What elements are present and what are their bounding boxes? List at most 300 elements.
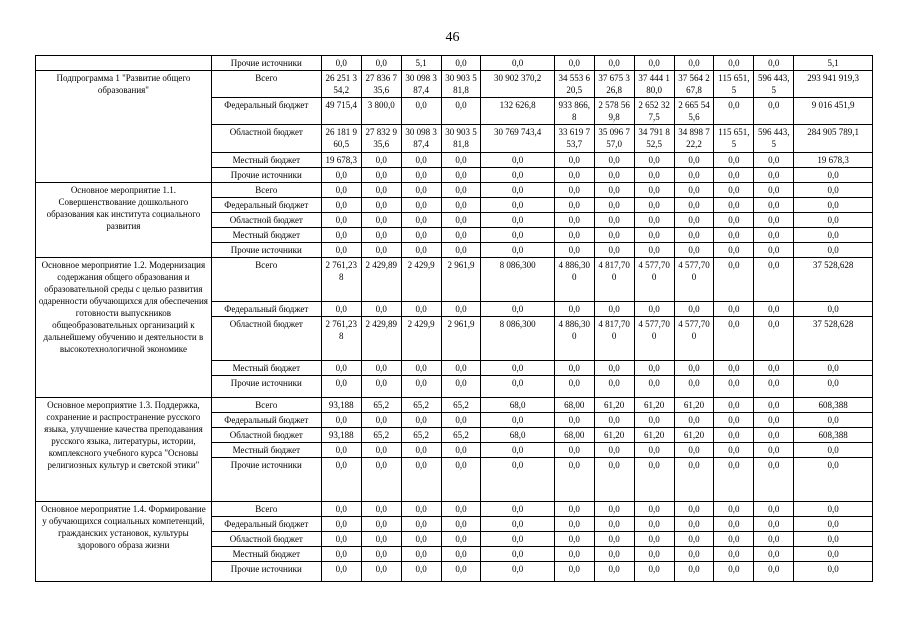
- value-cell: 0,0: [361, 228, 401, 243]
- value-cell: 0,0: [441, 562, 481, 582]
- value-cell: 0,0: [361, 502, 401, 517]
- value-cell: 0,0: [634, 458, 674, 502]
- value-cell: 0,0: [714, 258, 754, 302]
- value-cell: 0,0: [441, 183, 481, 198]
- value-cell: 68,0: [481, 398, 554, 413]
- value-cell: 0,0: [634, 302, 674, 317]
- value-cell: 0,0: [674, 413, 714, 428]
- value-cell: 30 903 581,8: [441, 71, 481, 98]
- value-cell: 8 086,300: [481, 317, 554, 361]
- value-cell: 26 251 354,2: [321, 71, 361, 98]
- value-cell: 0,0: [481, 302, 554, 317]
- value-cell: 68,00: [554, 398, 594, 413]
- value-cell: 596 443,5: [754, 125, 794, 153]
- value-cell: 61,20: [594, 428, 634, 443]
- value-cell: 0,0: [674, 502, 714, 517]
- value-cell: 0,0: [754, 502, 794, 517]
- value-cell: 61,20: [634, 428, 674, 443]
- funding-source-cell: Прочие источники: [211, 562, 321, 582]
- value-cell: 4 577,700: [634, 258, 674, 302]
- value-cell: 0,0: [401, 228, 441, 243]
- value-cell: 0,0: [794, 228, 873, 243]
- value-cell: 65,2: [441, 428, 481, 443]
- budget-table: [35, 55, 873, 582]
- value-cell: 0,0: [481, 213, 554, 228]
- funding-source-cell: Всего: [211, 258, 321, 302]
- value-cell: 0,0: [674, 562, 714, 582]
- value-cell: 8 086,300: [481, 258, 554, 302]
- value-cell: 0,0: [554, 547, 594, 562]
- value-cell: 0,0: [754, 56, 794, 71]
- value-cell: 0,0: [481, 56, 554, 71]
- table-row: [36, 183, 873, 198]
- value-cell: 30 769 743,4: [481, 125, 554, 153]
- value-cell: 0,0: [321, 302, 361, 317]
- value-cell: 0,0: [441, 98, 481, 125]
- value-cell: 0,0: [634, 547, 674, 562]
- value-cell: 2 429,9: [401, 317, 441, 361]
- value-cell: 284 905 789,1: [794, 125, 873, 153]
- value-cell: 0,0: [634, 443, 674, 458]
- value-cell: 0,0: [674, 168, 714, 183]
- value-cell: 0,0: [554, 56, 594, 71]
- value-cell: 0,0: [441, 458, 481, 502]
- value-cell: 0,0: [674, 153, 714, 168]
- value-cell: 0,0: [754, 213, 794, 228]
- value-cell: 0,0: [634, 213, 674, 228]
- value-cell: 0,0: [634, 376, 674, 398]
- value-cell: 0,0: [401, 183, 441, 198]
- value-cell: 0,0: [794, 168, 873, 183]
- value-cell: 0,0: [441, 168, 481, 183]
- value-cell: 2 652 327,5: [634, 98, 674, 125]
- value-cell: 4 886,300: [554, 258, 594, 302]
- value-cell: 0,0: [754, 183, 794, 198]
- value-cell: 0,0: [554, 243, 594, 258]
- value-cell: 0,0: [441, 56, 481, 71]
- program-name-cell: [36, 56, 212, 71]
- value-cell: 0,0: [594, 198, 634, 213]
- value-cell: 34 553 620,5: [554, 71, 594, 98]
- value-cell: 0,0: [321, 532, 361, 547]
- value-cell: 9 016 451,9: [794, 98, 873, 125]
- value-cell: 132 626,8: [481, 98, 554, 125]
- value-cell: 0,0: [321, 361, 361, 376]
- value-cell: 0,0: [754, 317, 794, 361]
- value-cell: 0,0: [634, 153, 674, 168]
- value-cell: 0,0: [361, 376, 401, 398]
- value-cell: 0,0: [714, 376, 754, 398]
- value-cell: 0,0: [754, 398, 794, 413]
- value-cell: 2 961,9: [441, 258, 481, 302]
- value-cell: 608,388: [794, 428, 873, 443]
- value-cell: 933 866,8: [554, 98, 594, 125]
- value-cell: 2 961,9: [441, 317, 481, 361]
- value-cell: 0,0: [481, 228, 554, 243]
- value-cell: 0,0: [321, 183, 361, 198]
- value-cell: 2 665 545,6: [674, 98, 714, 125]
- value-cell: 93,188: [321, 428, 361, 443]
- funding-source-cell: Прочие источники: [211, 243, 321, 258]
- value-cell: 0,0: [594, 502, 634, 517]
- value-cell: 37 528,628: [794, 317, 873, 361]
- value-cell: 0,0: [401, 376, 441, 398]
- value-cell: 0,0: [321, 228, 361, 243]
- value-cell: 0,0: [441, 361, 481, 376]
- value-cell: 0,0: [361, 56, 401, 71]
- value-cell: 0,0: [754, 198, 794, 213]
- funding-source-cell: Прочие источники: [211, 458, 321, 502]
- value-cell: 65,2: [361, 398, 401, 413]
- value-cell: 0,0: [634, 228, 674, 243]
- value-cell: 0,0: [401, 502, 441, 517]
- value-cell: 2 429,9: [401, 258, 441, 302]
- value-cell: 0,0: [401, 213, 441, 228]
- value-cell: 0,0: [554, 376, 594, 398]
- value-cell: 0,0: [794, 532, 873, 547]
- value-cell: 0,0: [321, 243, 361, 258]
- value-cell: 0,0: [794, 213, 873, 228]
- value-cell: 0,0: [554, 458, 594, 502]
- value-cell: 2 761,238: [321, 258, 361, 302]
- funding-source-cell: Федеральный бюджет: [211, 98, 321, 125]
- value-cell: 0,0: [674, 376, 714, 398]
- value-cell: 27 832 935,6: [361, 125, 401, 153]
- value-cell: 0,0: [594, 153, 634, 168]
- value-cell: 0,0: [554, 517, 594, 532]
- value-cell: 0,0: [361, 413, 401, 428]
- value-cell: 0,0: [714, 413, 754, 428]
- value-cell: 0,0: [714, 361, 754, 376]
- value-cell: 5,1: [401, 56, 441, 71]
- value-cell: 0,0: [714, 547, 754, 562]
- value-cell: 0,0: [714, 228, 754, 243]
- value-cell: 0,0: [794, 502, 873, 517]
- value-cell: 4 817,700: [594, 258, 634, 302]
- value-cell: 0,0: [361, 517, 401, 532]
- value-cell: 0,0: [714, 98, 754, 125]
- value-cell: 115 651,5: [714, 125, 754, 153]
- value-cell: 0,0: [674, 183, 714, 198]
- value-cell: 0,0: [361, 458, 401, 502]
- value-cell: 0,0: [481, 183, 554, 198]
- value-cell: 0,0: [321, 502, 361, 517]
- value-cell: 0,0: [481, 153, 554, 168]
- value-cell: 0,0: [674, 198, 714, 213]
- value-cell: 0,0: [634, 243, 674, 258]
- value-cell: 0,0: [594, 302, 634, 317]
- value-cell: 0,0: [554, 168, 594, 183]
- table-row: [36, 56, 873, 71]
- value-cell: 0,0: [714, 317, 754, 361]
- value-cell: 0,0: [401, 302, 441, 317]
- value-cell: 0,0: [554, 532, 594, 547]
- value-cell: 0,0: [481, 517, 554, 532]
- value-cell: 0,0: [441, 213, 481, 228]
- value-cell: 4 817,700: [594, 317, 634, 361]
- value-cell: 0,0: [674, 302, 714, 317]
- value-cell: 0,0: [441, 243, 481, 258]
- value-cell: 0,0: [714, 532, 754, 547]
- value-cell: 0,0: [714, 243, 754, 258]
- page-number: 46: [445, 30, 460, 45]
- value-cell: 0,0: [441, 502, 481, 517]
- value-cell: 0,0: [754, 243, 794, 258]
- value-cell: 0,0: [754, 562, 794, 582]
- funding-source-cell: Областной бюджет: [211, 213, 321, 228]
- value-cell: 0,0: [321, 413, 361, 428]
- table-row: [36, 71, 873, 98]
- value-cell: 0,0: [674, 228, 714, 243]
- value-cell: 0,0: [634, 413, 674, 428]
- value-cell: 0,0: [481, 562, 554, 582]
- funding-source-cell: Федеральный бюджет: [211, 517, 321, 532]
- funding-source-cell: Местный бюджет: [211, 361, 321, 376]
- value-cell: 0,0: [441, 153, 481, 168]
- value-cell: 0,0: [481, 243, 554, 258]
- value-cell: 0,0: [481, 413, 554, 428]
- value-cell: 0,0: [361, 243, 401, 258]
- value-cell: 26 181 960,5: [321, 125, 361, 153]
- value-cell: 68,00: [554, 428, 594, 443]
- value-cell: 0,0: [794, 198, 873, 213]
- value-cell: 0,0: [554, 228, 594, 243]
- value-cell: 0,0: [321, 547, 361, 562]
- value-cell: 0,0: [401, 458, 441, 502]
- program-name-cell: Основное мероприятие 1.2. Модернизация содержания общего образования и образовательной среды с целью развития одаренности обучающихся для обеспечения готовности выпускников общеобразовательных организаций к дальнейшему обучению и деятельности в высокотехнологичной экономике: [36, 258, 212, 398]
- value-cell: 0,0: [714, 458, 754, 502]
- value-cell: 0,0: [634, 168, 674, 183]
- value-cell: 61,20: [594, 398, 634, 413]
- value-cell: 0,0: [594, 183, 634, 198]
- value-cell: 0,0: [794, 547, 873, 562]
- value-cell: 0,0: [714, 56, 754, 71]
- value-cell: 0,0: [794, 517, 873, 532]
- value-cell: 0,0: [714, 562, 754, 582]
- value-cell: 0,0: [714, 398, 754, 413]
- value-cell: 0,0: [594, 376, 634, 398]
- program-name-cell: Подпрограмма 1 "Развитие общего образования": [36, 71, 212, 183]
- value-cell: 0,0: [714, 198, 754, 213]
- value-cell: 0,0: [754, 376, 794, 398]
- value-cell: 0,0: [594, 443, 634, 458]
- value-cell: 0,0: [554, 502, 594, 517]
- value-cell: 37 528,628: [794, 258, 873, 302]
- value-cell: 115 651,5: [714, 71, 754, 98]
- value-cell: 4 577,700: [674, 258, 714, 302]
- value-cell: 0,0: [361, 198, 401, 213]
- funding-source-cell: Федеральный бюджет: [211, 413, 321, 428]
- value-cell: 0,0: [674, 56, 714, 71]
- funding-source-cell: Местный бюджет: [211, 228, 321, 243]
- value-cell: 0,0: [674, 532, 714, 547]
- value-cell: 0,0: [554, 213, 594, 228]
- value-cell: 0,0: [634, 361, 674, 376]
- value-cell: 0,0: [361, 361, 401, 376]
- value-cell: 0,0: [481, 502, 554, 517]
- value-cell: 0,0: [401, 168, 441, 183]
- value-cell: 0,0: [481, 547, 554, 562]
- funding-source-cell: Местный бюджет: [211, 153, 321, 168]
- program-name-cell: Основное мероприятие 1.3. Поддержка, сохранение и распространение русского языка, улучшение качества преподавания русского языка, литературы, истории, комплексного учебного курса "Основы религиозных культур и светской этики": [36, 398, 212, 502]
- value-cell: 0,0: [594, 562, 634, 582]
- value-cell: 30 098 387,4: [401, 71, 441, 98]
- value-cell: 33 619 753,7: [554, 125, 594, 153]
- value-cell: 0,0: [401, 547, 441, 562]
- value-cell: 0,0: [594, 361, 634, 376]
- value-cell: 30 902 370,2: [481, 71, 554, 98]
- value-cell: 0,0: [794, 243, 873, 258]
- value-cell: 0,0: [481, 532, 554, 547]
- value-cell: 0,0: [401, 153, 441, 168]
- value-cell: 4 577,700: [634, 317, 674, 361]
- value-cell: 0,0: [754, 547, 794, 562]
- value-cell: 293 941 919,3: [794, 71, 873, 98]
- value-cell: 0,0: [674, 243, 714, 258]
- value-cell: 0,0: [441, 228, 481, 243]
- value-cell: 0,0: [794, 302, 873, 317]
- value-cell: 61,20: [674, 398, 714, 413]
- value-cell: 3 800,0: [361, 98, 401, 125]
- funding-source-cell: Прочие источники: [211, 56, 321, 71]
- value-cell: 0,0: [401, 443, 441, 458]
- funding-source-cell: Всего: [211, 71, 321, 98]
- value-cell: 0,0: [754, 302, 794, 317]
- value-cell: 0,0: [481, 443, 554, 458]
- value-cell: 596 443,5: [754, 71, 794, 98]
- value-cell: 4 886,300: [554, 317, 594, 361]
- value-cell: 0,0: [594, 458, 634, 502]
- value-cell: 0,0: [594, 213, 634, 228]
- value-cell: 0,0: [361, 183, 401, 198]
- value-cell: 0,0: [594, 228, 634, 243]
- value-cell: 0,0: [481, 458, 554, 502]
- value-cell: 0,0: [634, 56, 674, 71]
- value-cell: 0,0: [594, 532, 634, 547]
- value-cell: 30 098 387,4: [401, 125, 441, 153]
- value-cell: 0,0: [634, 517, 674, 532]
- value-cell: 0,0: [714, 502, 754, 517]
- program-name-cell: Основное мероприятие 1.1. Совершенствование дошкольного образования как института социального развития: [36, 183, 212, 258]
- value-cell: 27 836 735,6: [361, 71, 401, 98]
- value-cell: 0,0: [754, 168, 794, 183]
- funding-source-cell: Прочие источники: [211, 376, 321, 398]
- value-cell: 0,0: [794, 562, 873, 582]
- value-cell: 0,0: [754, 228, 794, 243]
- value-cell: 0,0: [754, 443, 794, 458]
- value-cell: 0,0: [794, 183, 873, 198]
- value-cell: 0,0: [361, 547, 401, 562]
- value-cell: 0,0: [441, 517, 481, 532]
- table-row: [36, 258, 873, 302]
- value-cell: 0,0: [321, 168, 361, 183]
- value-cell: 0,0: [321, 458, 361, 502]
- value-cell: 0,0: [594, 413, 634, 428]
- value-cell: 0,0: [554, 562, 594, 582]
- value-cell: 0,0: [401, 532, 441, 547]
- value-cell: 0,0: [594, 517, 634, 532]
- value-cell: 0,0: [321, 198, 361, 213]
- funding-source-cell: Федеральный бюджет: [211, 302, 321, 317]
- value-cell: 4 577,700: [674, 317, 714, 361]
- value-cell: 0,0: [481, 168, 554, 183]
- value-cell: 0,0: [441, 413, 481, 428]
- value-cell: 0,0: [714, 168, 754, 183]
- funding-source-cell: Всего: [211, 502, 321, 517]
- value-cell: 0,0: [594, 243, 634, 258]
- value-cell: 65,2: [361, 428, 401, 443]
- value-cell: 37 675 326,8: [594, 71, 634, 98]
- value-cell: 68,0: [481, 428, 554, 443]
- value-cell: 0,0: [674, 458, 714, 502]
- value-cell: 0,0: [441, 547, 481, 562]
- value-cell: 0,0: [754, 428, 794, 443]
- value-cell: 0,0: [401, 517, 441, 532]
- budget-table-body: [36, 56, 873, 582]
- value-cell: 61,20: [634, 398, 674, 413]
- table-row: [36, 398, 873, 413]
- funding-source-cell: Местный бюджет: [211, 547, 321, 562]
- value-cell: 0,0: [594, 56, 634, 71]
- value-cell: 0,0: [674, 213, 714, 228]
- funding-source-cell: Областной бюджет: [211, 532, 321, 547]
- value-cell: 0,0: [754, 532, 794, 547]
- value-cell: 0,0: [674, 547, 714, 562]
- value-cell: 2 761,238: [321, 317, 361, 361]
- value-cell: 0,0: [754, 361, 794, 376]
- value-cell: 65,2: [441, 398, 481, 413]
- funding-source-cell: Областной бюджет: [211, 125, 321, 153]
- value-cell: 0,0: [754, 258, 794, 302]
- value-cell: 0,0: [634, 198, 674, 213]
- value-cell: 2 578 569,8: [594, 98, 634, 125]
- value-cell: 5,1: [794, 56, 873, 71]
- value-cell: 34 898 722,2: [674, 125, 714, 153]
- value-cell: 0,0: [361, 302, 401, 317]
- value-cell: 49 715,4: [321, 98, 361, 125]
- value-cell: 0,0: [321, 213, 361, 228]
- value-cell: 0,0: [361, 213, 401, 228]
- table-row: [36, 502, 873, 517]
- value-cell: 0,0: [401, 198, 441, 213]
- value-cell: 0,0: [714, 443, 754, 458]
- value-cell: 61,20: [674, 428, 714, 443]
- value-cell: 0,0: [481, 361, 554, 376]
- value-cell: 0,0: [321, 443, 361, 458]
- value-cell: 0,0: [714, 517, 754, 532]
- value-cell: 0,0: [441, 302, 481, 317]
- value-cell: 37 564 267,8: [674, 71, 714, 98]
- value-cell: 0,0: [481, 376, 554, 398]
- value-cell: 0,0: [441, 198, 481, 213]
- value-cell: 0,0: [401, 562, 441, 582]
- value-cell: 0,0: [714, 183, 754, 198]
- value-cell: 0,0: [441, 443, 481, 458]
- funding-source-cell: Областной бюджет: [211, 428, 321, 443]
- value-cell: 0,0: [321, 562, 361, 582]
- value-cell: 2 429,89: [361, 317, 401, 361]
- value-cell: 0,0: [554, 413, 594, 428]
- value-cell: 35 096 757,0: [594, 125, 634, 153]
- funding-source-cell: Всего: [211, 398, 321, 413]
- value-cell: 0,0: [554, 183, 594, 198]
- value-cell: 0,0: [321, 376, 361, 398]
- value-cell: 0,0: [401, 98, 441, 125]
- value-cell: 65,2: [401, 398, 441, 413]
- funding-source-cell: Прочие источники: [211, 168, 321, 183]
- value-cell: 2 429,89: [361, 258, 401, 302]
- value-cell: 0,0: [754, 413, 794, 428]
